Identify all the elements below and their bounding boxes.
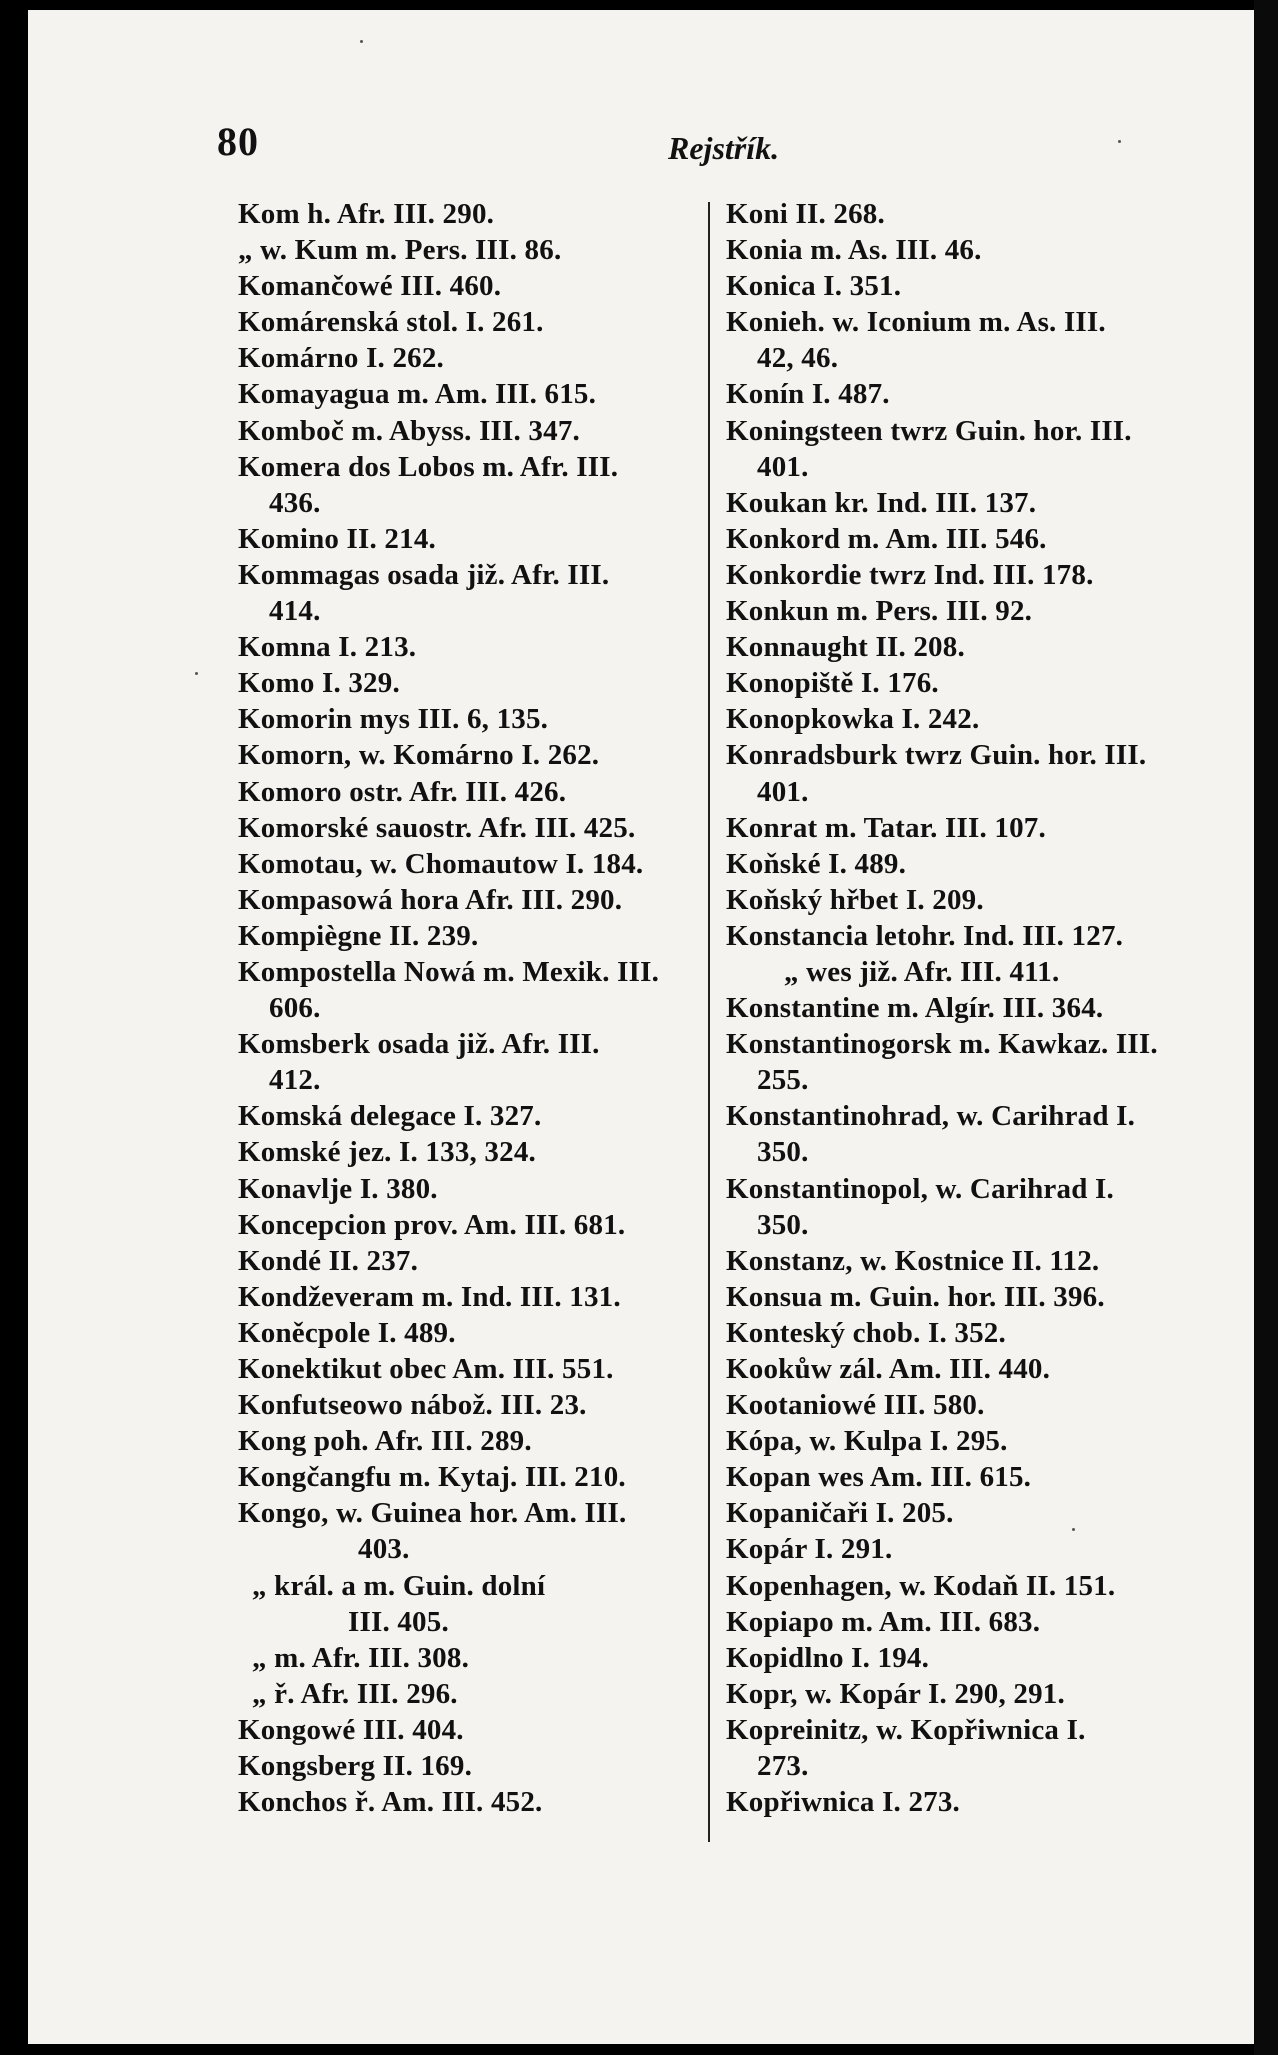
index-entry: Kopaničaři I. 205.: [726, 1497, 954, 1530]
index-entry: Koni II. 268.: [726, 198, 885, 230]
index-entry: Koňské I. 489.: [726, 847, 907, 880]
index-entry: Konstantinogorsk m. Kawkaz. III.: [726, 1028, 1158, 1061]
index-sub-entry: „ m. Afr. III. 308.: [252, 1641, 470, 1674]
index-entry: Kopiapo m. Am. III. 683.: [726, 1605, 1041, 1638]
index-entry: Koněcpole I. 489.: [238, 1316, 456, 1349]
index-entry: Konica I. 351.: [726, 270, 902, 303]
index-entry: Kongowé III. 404.: [238, 1713, 464, 1746]
index-entry: Konradsburk twrz Guin. hor. III.: [726, 739, 1147, 772]
scan-speck: [1118, 140, 1121, 143]
index-entry: Komsberk osada již. Afr. III.: [238, 1028, 600, 1061]
index-entry: Kompostella Nowá m. Mexik. III.: [238, 955, 660, 988]
index-entry: Kondé II. 237.: [238, 1244, 419, 1277]
index-entry: Kompasowá hora Afr. III. 290.: [238, 883, 623, 916]
index-entry: Komorské sauostr. Afr. III. 425.: [238, 811, 636, 844]
index-entry: Komorin mys III. 6, 135.: [238, 703, 549, 736]
index-entry-continuation: III. 405.: [348, 1605, 449, 1638]
index-entry: Kootaniowé III. 580.: [726, 1389, 985, 1422]
index-entry: Komoro ostr. Afr. III. 426.: [238, 775, 567, 808]
index-entry: Komská delegace I. 327.: [238, 1100, 542, 1133]
index-entry: Komino II. 214.: [238, 522, 436, 555]
index-entry-continuation: 436.: [269, 486, 321, 519]
index-entry: Komna I. 213.: [238, 631, 417, 664]
index-entry-continuation: 403.: [358, 1533, 410, 1566]
index-entry-continuation: 255.: [757, 1064, 809, 1097]
index-entry: Kopidlno I. 194.: [726, 1641, 930, 1674]
index-entry-continuation: 273.: [757, 1750, 809, 1783]
index-column-left: [238, 196, 688, 1820]
index-entry: Kong poh. Afr. III. 289.: [238, 1425, 532, 1458]
index-entry: Kommagas osada již. Afr. III.: [238, 558, 610, 591]
index-sub-entry: „ ř. Afr. III. 296.: [252, 1677, 458, 1710]
scan-edge: [1254, 0, 1278, 2055]
index-entry: Komorn, w. Komárno I. 262.: [238, 739, 600, 772]
index-entry: Konkun m. Pers. III. 92.: [726, 595, 1033, 628]
index-entry: Konteský chob. I. 352.: [726, 1316, 1006, 1349]
index-entry: Kopan wes Am. III. 615.: [726, 1461, 1032, 1494]
index-sub-entry: „ král. a m. Guin. dolní: [252, 1569, 546, 1602]
index-entry: Konopiště I. 176.: [726, 667, 939, 700]
index-entry: Komančowé III. 460.: [238, 270, 502, 303]
index-entry: Konstantinohrad, w. Carihrad I.: [726, 1100, 1136, 1133]
index-entry: Komárenská stol. I. 261.: [238, 306, 544, 339]
index-entry: Konstantine m. Algír. III. 364.: [726, 992, 1104, 1025]
scan-speck: [195, 672, 198, 675]
index-entry: Komotau, w. Chomautow I. 184.: [238, 847, 644, 880]
page-number: 80: [217, 119, 259, 164]
index-entry: Konektikut obec Am. III. 551.: [238, 1353, 614, 1385]
index-entry: Koukan kr. Ind. III. 137.: [726, 486, 1037, 519]
index-entry: Kongsberg II. 169.: [238, 1750, 473, 1783]
index-sub-entry: „ wes již. Afr. III. 411.: [784, 955, 1060, 988]
index-entry: Konfutseowo nábož. III. 23.: [238, 1389, 587, 1422]
index-entry: Konia m. As. III. 46.: [726, 234, 982, 267]
index-entry: Komboč m. Abyss. III. 347.: [238, 414, 580, 447]
index-entry: Konchos ř. Am. III. 452.: [238, 1786, 543, 1819]
index-entry: Konsua m. Guin. hor. III. 396.: [726, 1280, 1105, 1313]
index-entry: Konnaught II. 208.: [726, 631, 965, 664]
index-entry: Konkordie twrz Ind. III. 178.: [726, 558, 1094, 591]
index-entry: Konavlje I. 380.: [238, 1172, 438, 1205]
index-entry: Komo I. 329.: [238, 667, 400, 700]
index-entry: Kongčangfu m. Kytaj. III. 210.: [238, 1461, 626, 1494]
index-entry: Kopár I. 291.: [726, 1533, 893, 1566]
index-entry: Konopkowka I. 242.: [726, 703, 980, 736]
index-entry-continuation: 350.: [757, 1208, 809, 1241]
index-entry: Kopenhagen, w. Kodaň II. 151.: [726, 1569, 1116, 1602]
index-column-right: [726, 196, 1178, 1820]
index-entry-continuation: 42, 46.: [757, 342, 839, 375]
index-entry: Kongo, w. Guinea hor. Am. III.: [238, 1497, 627, 1530]
index-entry: Koningsteen twrz Guin. hor. III.: [726, 414, 1132, 447]
index-entry-continuation: 414.: [269, 595, 321, 628]
index-entry-continuation: 401.: [757, 450, 809, 483]
index-entry: Koňský hřbet I. 209.: [726, 883, 984, 916]
index-entry: Kopřiwnica I. 273.: [726, 1786, 960, 1819]
index-entry: Kompiègne II. 239.: [238, 919, 479, 952]
index-entry-continuation: 412.: [269, 1064, 321, 1097]
index-entry: Konstancia letohr. Ind. III. 127.: [726, 919, 1124, 952]
index-entry: Kondževeram m. Ind. III. 131.: [238, 1280, 621, 1313]
index-entry: Konstanz, w. Kostnice II. 112.: [726, 1244, 1100, 1277]
index-entry: Kom h. Afr. III. 290.: [238, 198, 495, 230]
running-title: Rejstřík.: [668, 130, 780, 166]
index-entry: Komera dos Lobos m. Afr. III.: [238, 450, 619, 483]
index-entry-continuation: 606.: [269, 992, 321, 1025]
index-entry-continuation: 350.: [757, 1136, 809, 1169]
index-entry-continuation: 401.: [757, 775, 809, 808]
column-divider: [708, 202, 710, 1842]
index-entry: Koncepcion prov. Am. III. 681.: [238, 1208, 626, 1241]
index-entry: Kopreinitz, w. Kopřiwnica I.: [726, 1713, 1086, 1746]
index-entry: Kookůw zál. Am. III. 440.: [726, 1353, 1051, 1385]
index-entry: „ w. Kum m. Pers. III. 86.: [238, 234, 562, 267]
index-entry: Konstantinopol, w. Carihrad I.: [726, 1172, 1114, 1205]
index-entry: Kopr, w. Kopár I. 290, 291.: [726, 1677, 1065, 1710]
index-entry: Konkord m. Am. III. 546.: [726, 522, 1047, 555]
index-entry: Kópa, w. Kulpa I. 295.: [726, 1425, 1008, 1458]
index-entry: Komárno I. 262.: [238, 342, 444, 375]
index-entry: Konrat m. Tatar. III. 107.: [726, 811, 1046, 844]
index-entry: Komayagua m. Am. III. 615.: [238, 378, 597, 411]
index-entry: Komské jez. I. 133, 324.: [238, 1136, 536, 1169]
index-entry: Konieh. w. Iconium m. As. III.: [726, 306, 1106, 339]
scan-speck: [360, 40, 363, 43]
index-entry: Konín I. 487.: [726, 378, 890, 411]
